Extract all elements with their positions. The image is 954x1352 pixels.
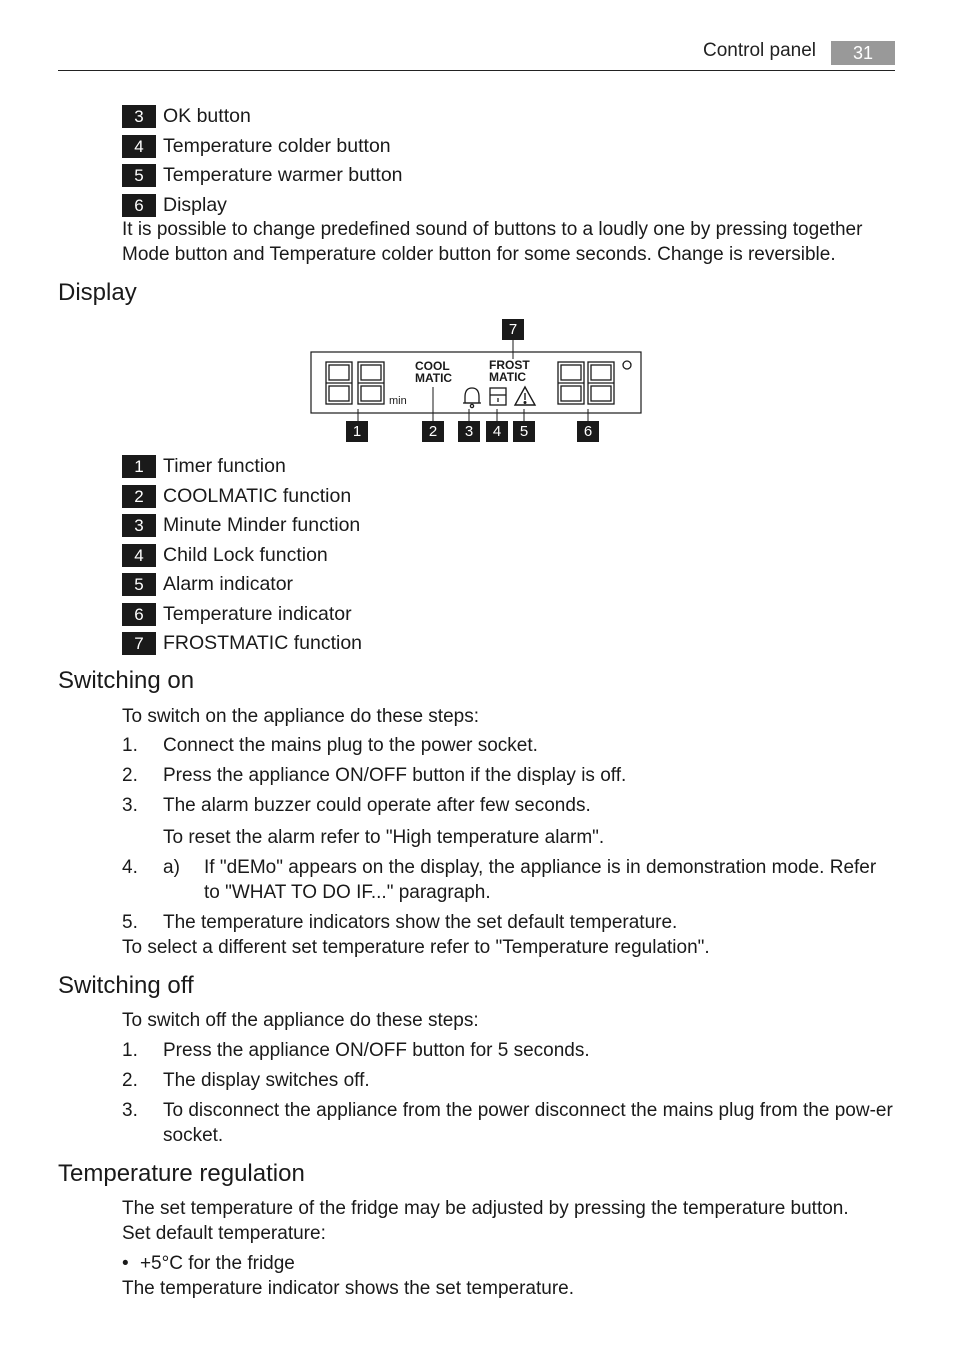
list-item [122, 132, 403, 162]
switching-on-intro: To switch on the appliance do these steps: [122, 706, 480, 727]
step-text: Press the appliance ON/OFF button if the display is off. [163, 765, 627, 786]
step-text: Press the appliance ON/OFF button for 5 seconds. [163, 1040, 590, 1061]
cool-label: COOL [415, 359, 450, 373]
list-item [122, 511, 362, 541]
warning-icon [515, 387, 535, 405]
list-item-label: Child Lock function [163, 543, 328, 566]
number-badge: 7 [122, 632, 156, 655]
list-item [122, 541, 362, 571]
number-badge: 6 [122, 603, 156, 626]
list-item-label: OK button [163, 105, 251, 128]
number-badge: 1 [122, 455, 156, 478]
timer-digits [326, 362, 384, 404]
list-item [122, 600, 362, 630]
callout-1: 1 [346, 421, 368, 442]
bell-icon [463, 388, 481, 408]
number-badge: 3 [122, 105, 156, 128]
step-text: The display switches off. [163, 1070, 370, 1091]
frost-label: FROST [489, 358, 530, 372]
list-item-label: FROSTMATIC function [163, 632, 363, 655]
callout-5: 5 [513, 421, 535, 442]
list-item-label: Minute Minder function [163, 514, 361, 537]
step-sub-letter: a) [163, 857, 180, 878]
callout-6: 6 [577, 421, 599, 442]
bullet-text: +5°C for the fridge [139, 1253, 295, 1274]
bullet-icon: • [122, 1253, 129, 1274]
display-legend-list [122, 452, 362, 659]
temperature-regulation-p2: Set default temperature: [122, 1223, 326, 1244]
list-item-label: Temperature warmer button [163, 164, 403, 187]
list-item [122, 102, 403, 132]
step-number: 1. [122, 1040, 138, 1061]
page-number: 31 [831, 41, 895, 65]
list-item [122, 161, 403, 191]
number-badge: 4 [122, 544, 156, 567]
list-item [122, 570, 362, 600]
step-number: 2. [122, 1070, 138, 1091]
callout-2: 2 [422, 421, 444, 442]
frost-matic-label: MATIC [489, 370, 527, 384]
list-item [122, 629, 362, 659]
number-badge: 5 [122, 164, 156, 187]
step-text: The temperature indicators show the set default temperature. [163, 912, 678, 933]
switching-on-heading: Switching on [58, 667, 195, 694]
cool-matic-label: MATIC [415, 371, 453, 385]
running-header: Control panel [703, 40, 817, 61]
list-item-label: Temperature indicator [163, 602, 352, 625]
step-text: To disconnect the appliance from the power disconnect the mains plug from the pow-er socket. [163, 1100, 893, 1146]
number-badge: 5 [122, 573, 156, 596]
list-item-label: Alarm indicator [163, 573, 294, 596]
number-badge: 4 [122, 135, 156, 158]
step-text: Connect the mains plug to the power socket. [163, 735, 538, 756]
switching-on-outro: To select a different set temperature refer to "Temperature regulation". [122, 937, 710, 958]
list-item [122, 452, 362, 482]
min-label: min [389, 395, 407, 407]
number-badge: 6 [122, 194, 156, 217]
header-rule [58, 70, 895, 71]
number-badge: 2 [122, 485, 156, 508]
list-item-label: COOLMATIC function [163, 484, 352, 507]
number-badge: 3 [122, 514, 156, 537]
display-diagram [300, 315, 660, 445]
button-legend-list [122, 102, 403, 220]
switching-off-heading: Switching off [58, 972, 194, 999]
list-item-label: Temperature colder button [163, 134, 391, 157]
switching-off-intro: To switch off the appliance do these steps: [122, 1010, 479, 1031]
step-number: 3. [122, 1100, 138, 1121]
temperature-digits [558, 361, 631, 404]
sound-note: It is possible to change predefined sound of buttons to a loudly one by pressing together Mode button and Temperature colder button for some seconds. Change is reversible. [122, 219, 863, 265]
step-text: If "dEMo" appears on the display, the appliance is in demonstration mode. Refer to "WHAT TO DO IF..." paragraph. [204, 857, 877, 903]
step-number: 5. [122, 912, 138, 933]
temperature-regulation-p1: The set temperature of the fridge may be adjusted by pressing the temperature button. [122, 1198, 849, 1219]
temperature-regulation-p3: The temperature indicator shows the set temperature. [122, 1278, 575, 1299]
step-number: 4. [122, 857, 138, 878]
display-heading: Display [58, 279, 137, 306]
list-item-label: Display [163, 193, 227, 216]
temperature-regulation-heading: Temperature regulation [58, 1160, 305, 1187]
callout-4: 4 [486, 421, 508, 442]
step-text: To reset the alarm refer to "High temperature alarm". [163, 827, 605, 848]
step-number: 3. [122, 795, 138, 816]
callout-3: 3 [458, 421, 480, 442]
list-item [122, 482, 362, 512]
list-item [122, 191, 403, 221]
bullet-item [122, 1251, 897, 1276]
step-number: 1. [122, 735, 138, 756]
step-number: 2. [122, 765, 138, 786]
list-item-label: Timer function [163, 455, 286, 478]
step-text: The alarm buzzer could operate after few seconds. [163, 795, 591, 816]
callout-7: 7 [502, 319, 524, 340]
lock-icon [490, 388, 506, 405]
